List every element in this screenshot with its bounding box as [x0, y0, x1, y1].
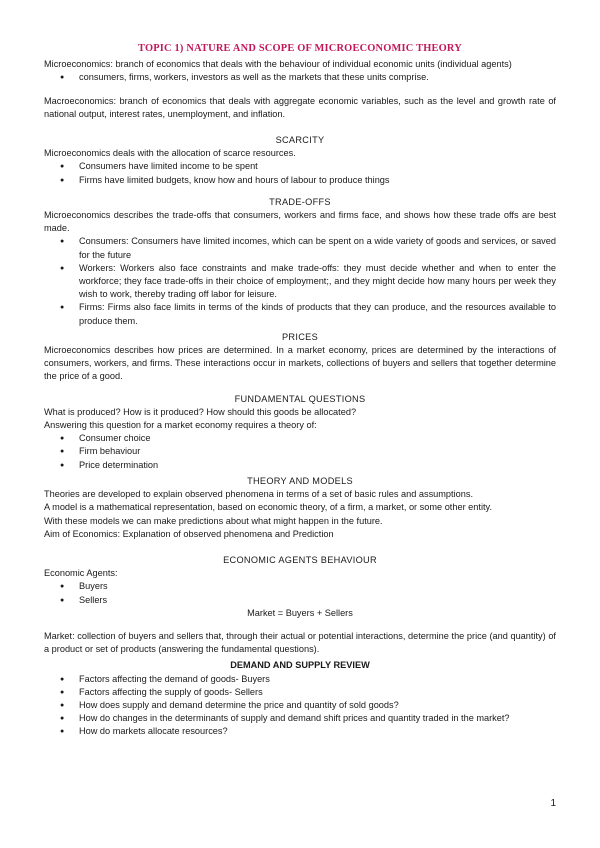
list-item: ● consumers, firms, workers, investors as well as the markets that these units comprise.: [44, 71, 556, 84]
list-item: ● Workers: Workers also face constraints and make trade-offs: they must decide whether and when to enter the workforce; they face trade-offs in their choice of employment;, and they might decide how many hours per week they wish to work, thereby trading off labor for leisure.: [44, 262, 556, 302]
list-item: ● How do markets allocate resources?: [44, 725, 556, 738]
page-number: 1: [550, 798, 556, 809]
section-heading-prices: PRICES: [281, 331, 318, 342]
microeconomics-list: [44, 71, 556, 84]
theory-line-1: Theories are developed to explain observed phenomena in terms of a set of basic rules and assumptions.: [44, 489, 473, 500]
list-item: ● How does supply and demand determine the price and quantity of sold goods?: [44, 699, 556, 712]
market-formula: Market = Buyers + Sellers: [247, 607, 353, 618]
scarcity-list: [44, 160, 556, 186]
list-item: ● Sellers: [44, 594, 556, 607]
theory-line-3: With these models we can make predictions about what might happen in the future.: [44, 515, 383, 526]
market-definition: Market: collection of buyers and sellers that, through their actual or potential interactions, determine the price (and quantity) of a product or set of products (answering the fundamental questions).: [44, 630, 556, 655]
scarcity-text: Microeconomics deals with the allocation of scarce resources.: [44, 148, 296, 159]
list-item: ● Firms have limited budgets, know how and hours of labour to produce things: [44, 174, 556, 187]
fundamental-question-2: Answering this question for a market economy requires a theory of:: [44, 420, 317, 431]
list-item: ● Buyers: [44, 580, 556, 593]
list-item: ● How do changes in the determinants of supply and demand shift prices and quantity traded in the market?: [44, 712, 556, 725]
macroeconomics-definition: Macroeconomics: branch of economics that deals with aggregate economic variables, such as the level and growth rate of national output, interest rates, unemployment, and inflation.: [44, 95, 556, 119]
section-heading-tradeoffs: TRADE-OFFS: [269, 196, 331, 207]
tradeoffs-text: Microeconomics describes the trade-offs that consumers, workers and firms face, and shows how these trade offs are best made.: [44, 210, 556, 234]
review-list: [44, 673, 556, 739]
list-item: ● Factors affecting the demand of goods- Buyers: [44, 673, 556, 686]
list-item: ● Factors affecting the supply of goods- Sellers: [44, 686, 556, 699]
theory-line-2: A model is a mathematical representation, based on economic theory, of a firm, a market, or some other entity.: [44, 502, 493, 513]
page-title: TOPIC 1) NATURE AND SCOPE OF MICROECONOMIC THEORY: [138, 43, 462, 54]
prices-text: Microeconomics describes how prices are determined. In a market economy, prices are determined by the interactions of consumers, workers, and firms. These interactions occur in markets, collections of buyers and sellers that together determine the price of a good.: [44, 345, 556, 382]
document-page: [44, 42, 556, 739]
section-heading-agents: ECONOMIC AGENTS BEHAVIOUR: [223, 554, 377, 565]
section-heading-fundamental-questions: FUNDAMENTAL QUESTIONS: [234, 393, 366, 404]
agents-list: [44, 580, 556, 606]
list-item: ● Consumer choice: [44, 432, 556, 445]
fundamental-question-1: What is produced? How is it produced? How should this goods be allocated?: [44, 406, 357, 417]
section-heading-theory: THEORY AND MODELS: [247, 475, 353, 486]
theory-line-4: Aim of Economics: Explanation of observed phenomena and Prediction: [44, 528, 334, 539]
list-item: ● Consumers have limited income to be spent: [44, 160, 556, 173]
list-item: ● Firms: Firms also face limits in terms of the kinds of products that they can produce, and the resources available to produce them.: [44, 301, 556, 327]
tradeoffs-list: [44, 235, 556, 327]
section-heading-review: DEMAND AND SUPPLY REVIEW: [230, 660, 370, 671]
list-item: ● Price determination: [44, 459, 556, 472]
fundamental-list: [44, 432, 556, 472]
microeconomics-definition: Microeconomics: branch of economics that deals with the behaviour of individual economic units (individual agents): [44, 59, 512, 70]
list-item: ● Consumers: Consumers have limited incomes, which can be spent on a wide variety of goods and services, or saved for the future: [44, 235, 556, 261]
section-heading-scarcity: SCARCITY: [275, 135, 325, 146]
agents-label: Economic Agents:: [44, 568, 118, 579]
list-item: ● Firm behaviour: [44, 445, 556, 458]
